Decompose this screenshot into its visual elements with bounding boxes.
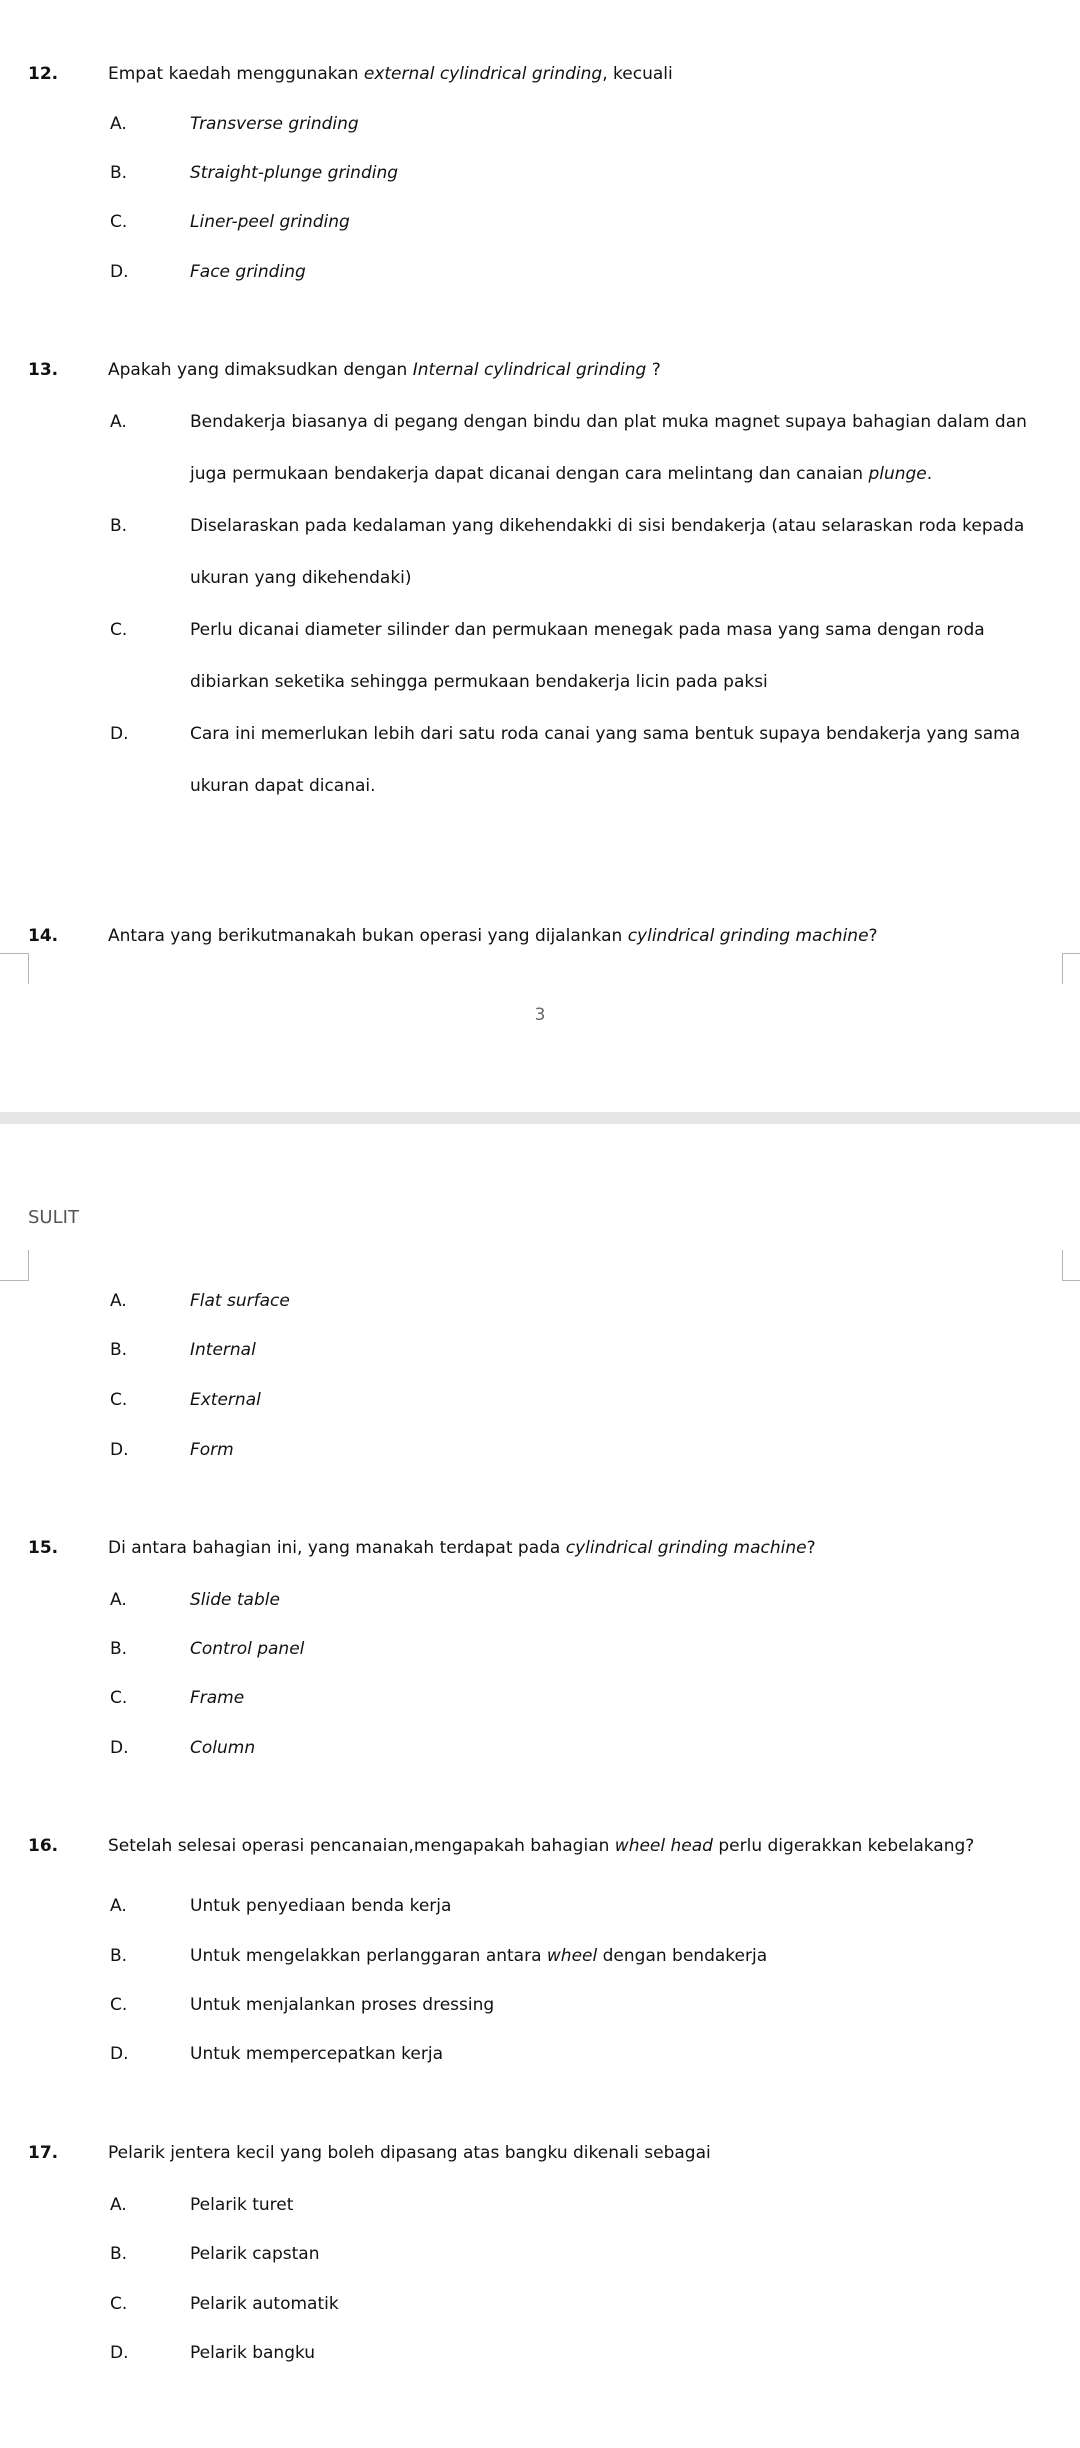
option-label: C. bbox=[110, 1390, 128, 1410]
italic-term: Liner-peel grinding bbox=[190, 212, 350, 232]
option-text bbox=[190, 1374, 1060, 1426]
option-label: A. bbox=[110, 412, 127, 432]
text-run: Untuk mengelakkan perlanggaran antara bbox=[190, 1946, 547, 1966]
option-text bbox=[190, 2327, 1060, 2379]
page-separator bbox=[0, 1112, 1080, 1124]
option-text bbox=[190, 708, 1060, 812]
option-label: A. bbox=[110, 1896, 127, 1916]
italic-term: plunge bbox=[868, 464, 927, 484]
text-run: Pelarik bangku bbox=[190, 2343, 316, 2363]
text-run: Pelarik automatik bbox=[190, 2294, 339, 2314]
option-label: A. bbox=[110, 2195, 127, 2215]
option-label: D. bbox=[110, 2343, 129, 2363]
italic-term: cylindrical grinding machine bbox=[565, 1538, 807, 1558]
text-run: ? bbox=[806, 1538, 816, 1558]
option-text bbox=[190, 500, 1060, 604]
option-text bbox=[190, 1672, 1060, 1724]
option-label: D. bbox=[110, 1440, 129, 1460]
text-run: Pelarik jentera kecil yang boleh dipasang atas bangku dikenali sebagai bbox=[108, 2143, 711, 2163]
text-run: Diselaraskan pada kedalaman yang dikehendakki di sisi bendakerja (atau selaraskan roda kepada ukuran yang dikehendaki) bbox=[190, 516, 1025, 588]
text-run: Empat kaedah menggunakan bbox=[108, 64, 364, 84]
italic-term: Internal bbox=[190, 1340, 256, 1360]
italic-term: cylindrical grinding machine bbox=[627, 926, 869, 946]
text-run: . bbox=[926, 464, 933, 484]
text-run: ? bbox=[868, 926, 878, 946]
text-run: Antara yang berikutmanakah bukan operasi yang dijalankan bbox=[108, 926, 628, 946]
option-text bbox=[190, 2028, 1060, 2080]
option-text bbox=[190, 1930, 1060, 1982]
text-run: Pelarik turet bbox=[190, 2195, 294, 2215]
text-run: Bendakerja biasanya di pegang dengan bindu dan plat muka magnet supaya bahagian dalam dan juga permukaan bendakerja dapat dicanai dengan cara melintang dan canaian bbox=[190, 412, 1027, 484]
text-run: , kecuali bbox=[602, 64, 673, 84]
option-label: B. bbox=[110, 516, 128, 536]
page-number: 3 bbox=[534, 1005, 546, 1025]
option-label: B. bbox=[110, 1639, 128, 1659]
text-run: Untuk penyediaan benda kerja bbox=[190, 1896, 452, 1916]
italic-term: Straight-plunge grinding bbox=[190, 163, 399, 183]
italic-term: wheel head bbox=[614, 1836, 713, 1856]
question-text bbox=[108, 2143, 1060, 2163]
text-run: Pelarik capstan bbox=[190, 2244, 320, 2264]
crop-mark-top-left bbox=[0, 1250, 29, 1281]
crop-mark-top-right bbox=[1062, 1250, 1080, 1281]
text-run: perlu digerakkan kebelakang? bbox=[712, 1836, 975, 1856]
text-run: Apakah yang dimaksudkan dengan bbox=[108, 360, 413, 380]
option-text bbox=[190, 98, 1060, 150]
option-text bbox=[190, 604, 1060, 708]
option-label: D. bbox=[110, 724, 129, 744]
option-text bbox=[190, 246, 1060, 298]
option-label: B. bbox=[110, 2244, 128, 2264]
option-text bbox=[190, 1324, 1060, 1376]
option-label: D. bbox=[110, 2044, 129, 2064]
italic-term: Internal cylindrical grinding bbox=[412, 360, 647, 380]
option-label: B. bbox=[110, 163, 128, 183]
option-label: C. bbox=[110, 1995, 128, 2015]
option-label: C. bbox=[110, 620, 128, 640]
italic-term: Slide table bbox=[190, 1590, 280, 1610]
question-text bbox=[108, 360, 1060, 380]
option-text bbox=[190, 1623, 1060, 1675]
question-number: 15. bbox=[28, 1538, 59, 1558]
option-label: A. bbox=[110, 114, 127, 134]
option-label: C. bbox=[110, 1688, 128, 1708]
italic-term: external cylindrical grinding bbox=[363, 64, 603, 84]
question-number: 14. bbox=[28, 926, 59, 946]
question-number: 16. bbox=[28, 1836, 59, 1856]
text-run: Setelah selesai operasi pencanaian,mengapakah bahagian bbox=[108, 1836, 615, 1856]
crop-mark-bottom-left bbox=[0, 953, 29, 984]
option-text bbox=[190, 196, 1060, 248]
question-text bbox=[108, 926, 1060, 946]
question-number: 12. bbox=[28, 64, 59, 84]
text-run: Perlu dicanai diameter silinder dan permukaan menegak pada masa yang sama dengan roda dibiarkan seketika sehingga permukaan bendakerja licin pada paksi bbox=[190, 620, 985, 692]
option-text bbox=[190, 1424, 1060, 1476]
option-label: D. bbox=[110, 1738, 129, 1758]
option-text bbox=[190, 2179, 1060, 2231]
header-sulit: SULIT bbox=[28, 1207, 79, 1228]
option-label: D. bbox=[110, 262, 129, 282]
italic-term: Form bbox=[190, 1440, 234, 1460]
option-label: A. bbox=[110, 1590, 127, 1610]
text-run: Untuk menjalankan proses dressing bbox=[190, 1995, 495, 2015]
crop-mark-bottom-right bbox=[1062, 953, 1080, 984]
text-run: Di antara bahagian ini, yang manakah terdapat pada bbox=[108, 1538, 566, 1558]
option-text bbox=[190, 1574, 1060, 1626]
option-text bbox=[190, 1722, 1060, 1774]
option-label: A. bbox=[110, 1291, 127, 1311]
option-text bbox=[190, 2278, 1060, 2330]
question-number: 13. bbox=[28, 360, 59, 380]
question-text bbox=[108, 1836, 1060, 1856]
option-label: B. bbox=[110, 1340, 128, 1360]
question-text bbox=[108, 64, 1060, 84]
italic-term: Face grinding bbox=[190, 262, 306, 282]
italic-term: Column bbox=[190, 1738, 256, 1758]
question-number: 17. bbox=[28, 2143, 59, 2163]
text-run: dengan bendakerja bbox=[597, 1946, 768, 1966]
option-text bbox=[190, 2228, 1060, 2280]
option-text bbox=[190, 147, 1060, 199]
italic-term: External bbox=[190, 1390, 261, 1410]
italic-term: Frame bbox=[190, 1688, 245, 1708]
option-label: B. bbox=[110, 1946, 128, 1966]
question-text bbox=[108, 1538, 1060, 1558]
italic-term: Flat surface bbox=[190, 1291, 290, 1311]
text-run: Cara ini memerlukan lebih dari satu roda canai yang sama bentuk supaya bendakerja yang sama ukuran dapat dicanai. bbox=[190, 724, 1021, 796]
option-label: C. bbox=[110, 2294, 128, 2314]
italic-term: wheel bbox=[546, 1946, 598, 1966]
option-label: C. bbox=[110, 212, 128, 232]
text-run: Untuk mempercepatkan kerja bbox=[190, 2044, 443, 2064]
italic-term: Control panel bbox=[190, 1639, 305, 1659]
option-text bbox=[190, 1275, 1060, 1327]
option-text bbox=[190, 1880, 1060, 1932]
text-run: ? bbox=[646, 360, 661, 380]
italic-term: Transverse grinding bbox=[190, 114, 359, 134]
option-text bbox=[190, 396, 1060, 500]
option-text bbox=[190, 1979, 1060, 2031]
